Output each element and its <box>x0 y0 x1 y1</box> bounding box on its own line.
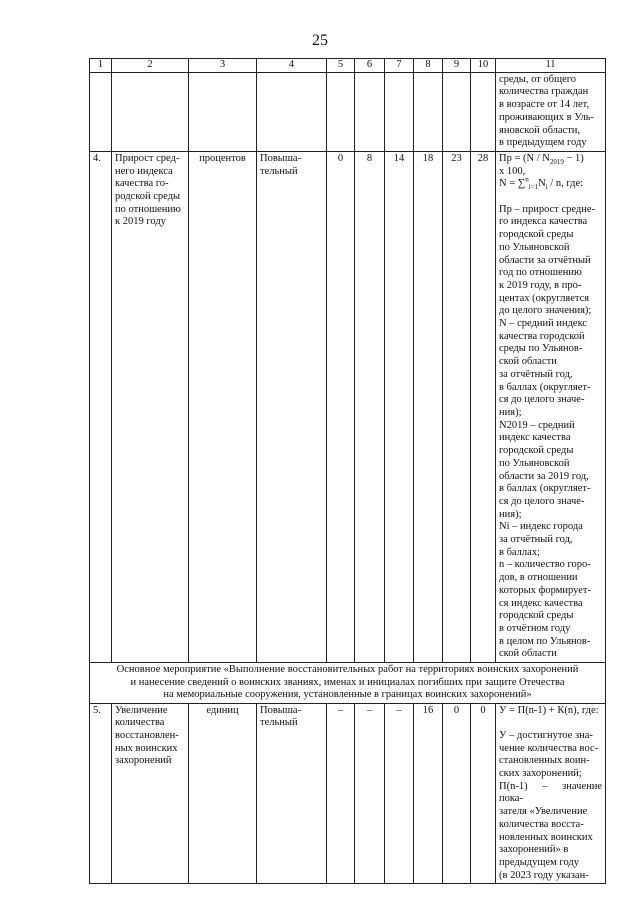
formula-line: $N = \sum^n_{i=1}N_i / n$, где: <box>499 175 584 192</box>
col-header: 1 <box>90 59 112 73</box>
col-header: 6 <box>355 59 385 73</box>
indicator-type: Повыша- тельный <box>257 703 327 884</box>
value-cell: 0 <box>327 151 355 662</box>
indicator-name: Прирост сред- него индекса качества го- родской среды по отношению к 2019 году <box>112 151 189 662</box>
col-header: 4 <box>257 59 327 73</box>
col-header: 2 <box>112 59 189 73</box>
unit: процентов <box>189 151 257 662</box>
value-cell: – <box>385 703 414 884</box>
value-cell: 28 <box>471 151 496 662</box>
section-heading: Основное мероприятие «Выполнение восстановительных работ на территориях воинских захоронений и нанесение сведений о воинских званиях, именах и инициалах погибших при защите Отечества на мемориальные сооружения, установленные в границах воинских захоронений» <box>90 663 606 704</box>
formula-line: Пр = $(N / N_{2019} - 1)$ <box>499 152 584 167</box>
value-cell: 23 <box>443 151 471 662</box>
row-number: 5. <box>90 703 112 884</box>
value-cell: – <box>355 703 385 884</box>
table-row <box>90 151 606 662</box>
unit: единиц <box>189 703 257 884</box>
value-cell: – <box>327 703 355 884</box>
col-header: 5 <box>327 59 355 73</box>
value-cell: 16 <box>414 703 443 884</box>
value-cell: 8 <box>355 151 385 662</box>
value-cell: 18 <box>414 151 443 662</box>
value-cell: 0 <box>443 703 471 884</box>
column-number-row <box>90 59 606 73</box>
section-row <box>90 663 606 704</box>
row-number: 4. <box>90 151 112 662</box>
col-header: 7 <box>385 59 414 73</box>
col-header: 8 <box>414 59 443 73</box>
calculation-method: У = П(n-1) + К(n), где: У – достигнутое зна- чение количества вос- становленных воин- ских захоронений; П(n-1) – значение пока- зателя «Увеличение количества восста- новленных воинских захоронений» в предыдущем году (в 2023 году указан- <box>496 703 606 884</box>
value-cell: 14 <box>385 151 414 662</box>
col-header: 10 <box>471 59 496 73</box>
calculation-method: Пр = $(N / N_{2019} - 1)$ x 100, $N = \sum^n_{i=1}N_i / n$, где: Пр – прирост средне- го индекса качества городской среды по Ульяновской области за отчётный год по отношению к 2019 году, в про- центах (округляется до целого значения); N – средний индекс качества городской среды по Ульянов- ской области за отчётный год, в баллах (округляет- ся до целого значе- ния); N2019 – средний индекс качества городской среды по Ульяновской области за 2019 год, в баллах (округляет- ся до целого значе- ния); Ni – индекс города за отчётный год, в баллах; n – количество горо- дов, в отношении которых формирует- ся индекс качества городской среды в отчётном году в целом по Ульянов- ской области <box>496 151 606 662</box>
page-number: 25 <box>312 32 328 49</box>
table-row <box>90 703 606 884</box>
indicators-table <box>89 58 606 884</box>
col-header: 3 <box>189 59 257 73</box>
continuation-row <box>90 72 606 151</box>
col-header: 11 <box>496 59 606 73</box>
continuation-description: среды, от общего количества граждан в возрасте от 14 лет, проживающих в Уль- яновской области, в предыдущем году <box>496 72 606 151</box>
col-header: 9 <box>443 59 471 73</box>
indicator-type: Повыша- тельный <box>257 151 327 662</box>
value-cell: 0 <box>471 703 496 884</box>
indicator-name: Увеличение количества восстановлен- ных воинских захоронений <box>112 703 189 884</box>
